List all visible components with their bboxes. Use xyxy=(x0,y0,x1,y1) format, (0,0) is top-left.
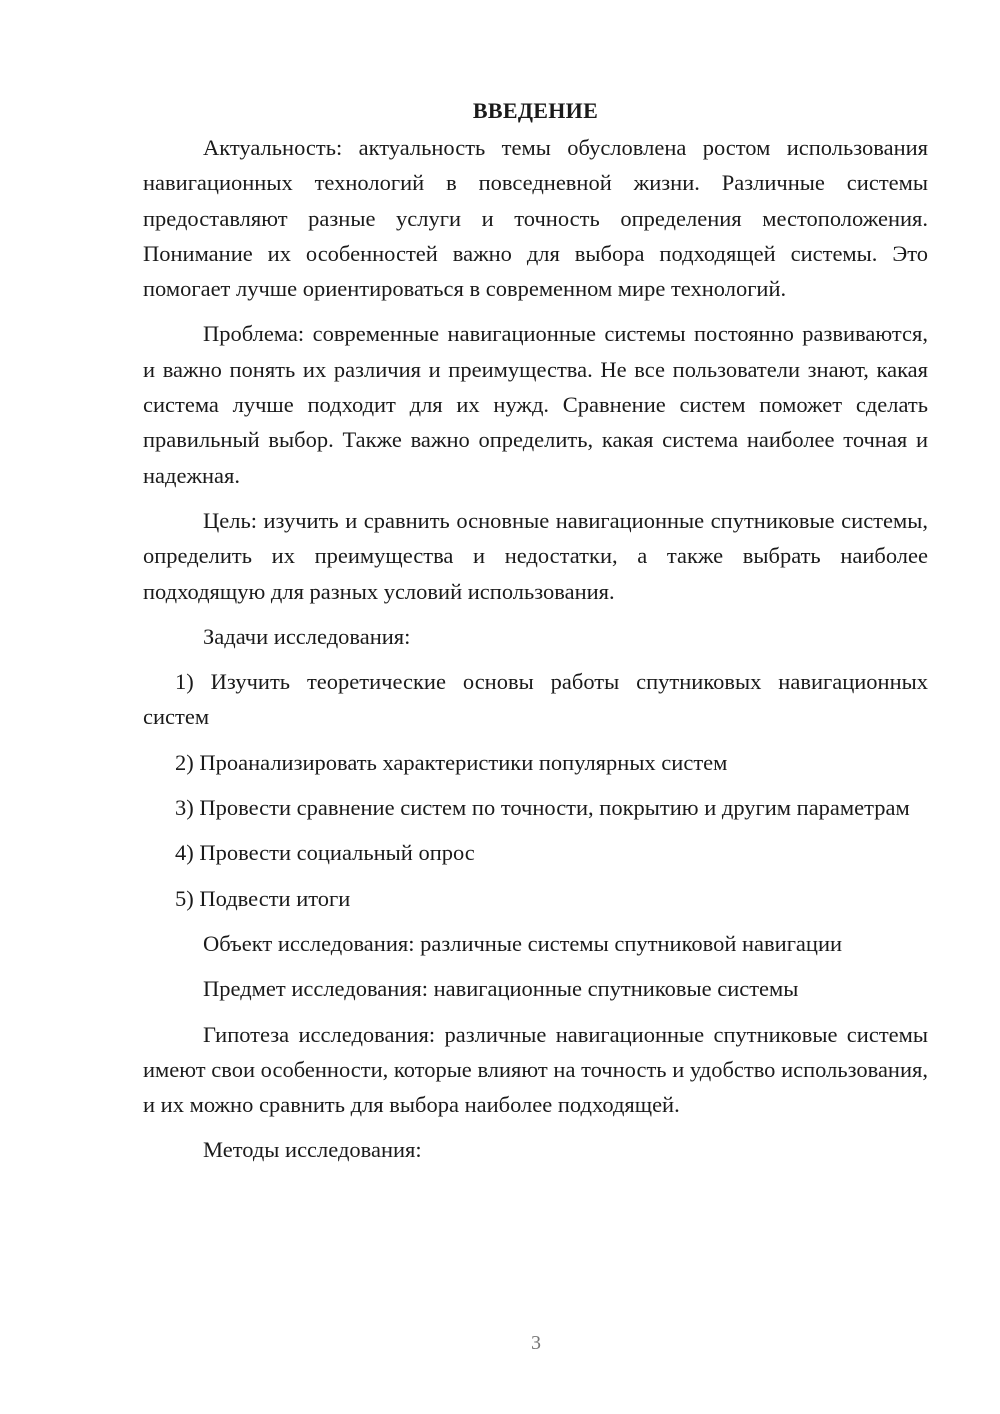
task-list-item-4: 4) Провести социальный опрос xyxy=(175,840,475,866)
paragraph-problem: Проблема: современные навигационные системы постоянно развиваются, и важно понять их различия и преимущества. Не все пользователи знают, какая система лучше подходит для их нужд. Сравнение систем поможет сделать правильный выбор. Также важно определить, какая система наиболее точная и надежная. xyxy=(143,321,928,488)
task-list-item-3: 3) Провести сравнение систем по точности, покрытию и другим параметрам xyxy=(175,795,910,821)
task-list-item-5: 5) Подвести итоги xyxy=(175,885,351,911)
paragraph-object: Объект исследования: различные системы спутниковой навигации xyxy=(203,930,843,956)
paragraph-subject: Предмет исследования: навигационные спутниковые системы xyxy=(203,976,799,1002)
paragraph-tasks-heading: Задачи исследования: xyxy=(203,623,411,649)
task-list-item-1: 1) Изучить теоретические основы работы спутниковых навигационных систем xyxy=(143,669,928,730)
task-list-item-2: 2) Проанализировать характеристики популярных систем xyxy=(175,749,728,775)
paragraph-goal: Цель: изучить и сравнить основные навигационные спутниковые системы, определить их преимущества и недостатки, а также выбрать наиболее подходящую для разных условий использования. xyxy=(143,507,928,604)
page-number: 3 xyxy=(531,1332,541,1354)
paragraph-relevance: Актуальность: актуальность темы обусловлена ростом использования навигационных технологий в повседневной жизни. Различные системы предоставляют разные услуги и точность определения местоположения. Понимание их особенностей важно для выбора подходящей системы. Это помогает лучше ориентироваться в современном мире технологий. xyxy=(143,135,928,302)
page-title: ВВЕДЕНИЕ xyxy=(472,98,599,123)
paragraph-hypothesis: Гипотеза исследования: различные навигационные спутниковые системы имеют свои особенности, которые влияют на точность и удобство использования, и их можно сравнить для выбора наиболее подходящей. xyxy=(143,1021,928,1118)
document-page xyxy=(143,93,928,1178)
paragraph-methods: Методы исследования: xyxy=(203,1137,422,1163)
